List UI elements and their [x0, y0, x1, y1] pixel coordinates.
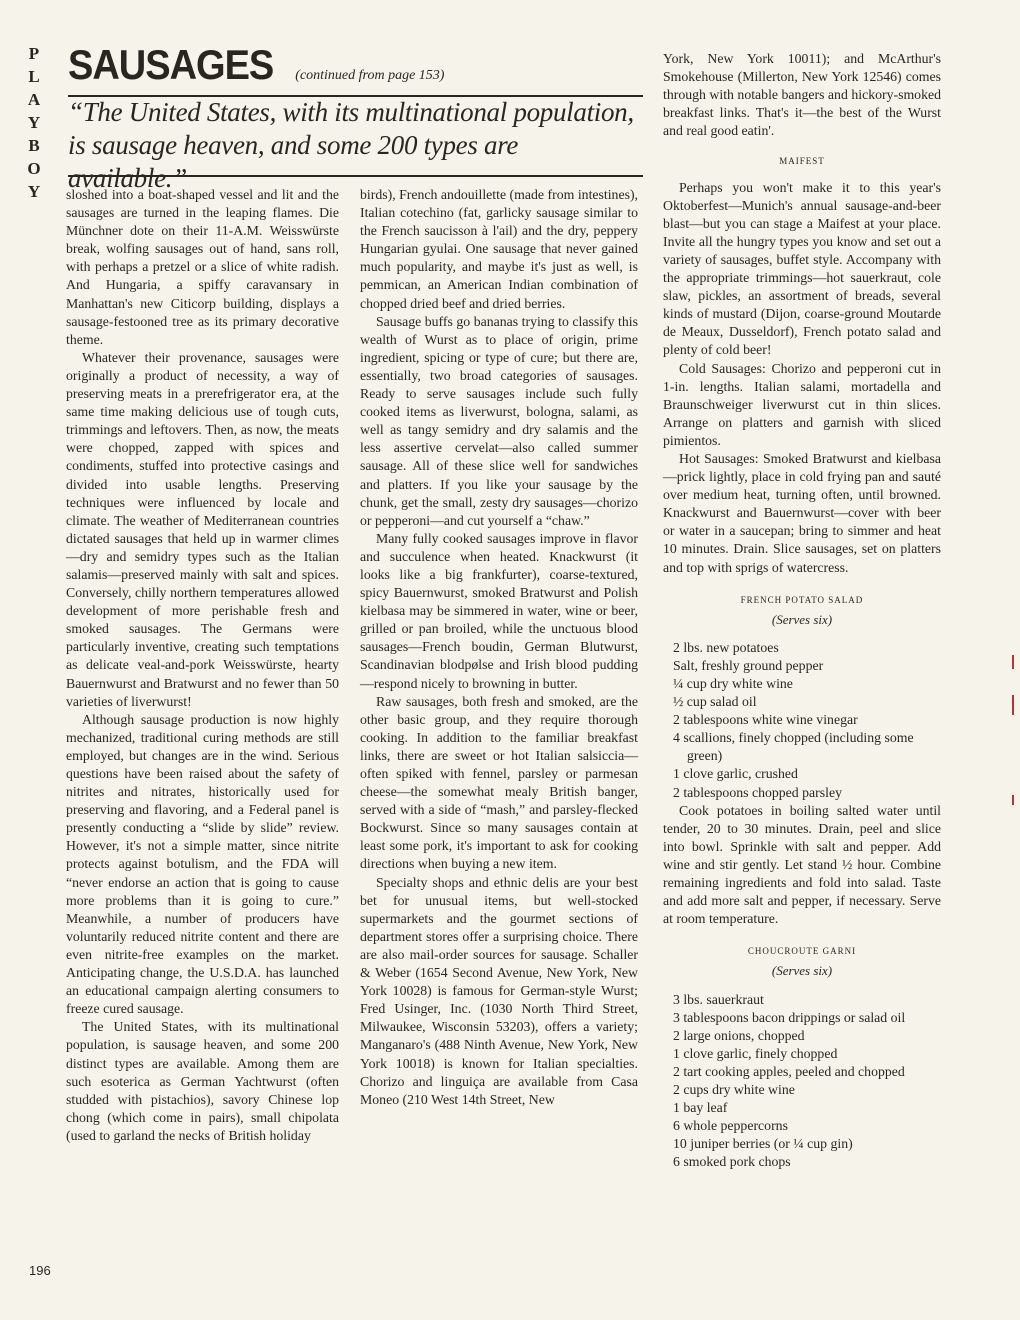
paragraph: Many fully cooked sausages improve in flavor and succulence when heated. Knackwurst (it looks like a big frankfurter), coarse-textured, spicy Bauernwurst, smoked Bratwurst and Polish kielbasa may be simmered in water, wine or beer, grilled or pan broiled, while the unctuous blood sausages—French boudin, German Blutwurst, Scandinavian blodpølse and Irish blood pudding—respond nicely to browning in butter. — [360, 530, 638, 691]
ingredient-item: 1 clove garlic, crushed — [673, 766, 798, 782]
ingredient-item: 2 tart cooking apples, peeled and chopped — [673, 1063, 905, 1079]
recipe-serves: (Serves six) — [771, 611, 833, 627]
ingredient-item: 3 lbs. sauerkraut — [673, 991, 764, 1007]
paragraph: Raw sausages, both fresh and smoked, are the other basic group, and they require thorough cooking. In addition to the familiar breakfast links, there are sweet or hot Italian salsiccia—often spiked with fennel, parsley or parmesan cheese—the somewhat mealy British banger, served with a side of “mash,” and parsley-flecked Bockwurst. Since so many sausages contain at least some pork, it's important to ask for cooking directions when buying a new item. — [360, 693, 638, 872]
ingredient-item: ½ cup salad oil — [673, 694, 757, 710]
ingredient-item: Salt, freshly ground pepper — [673, 657, 824, 673]
page-number: 196 — [29, 1263, 51, 1278]
ingredient-item: 3 tablespoons bacon drippings or salad oil — [673, 1009, 906, 1025]
column-3 — [663, 50, 941, 1171]
ingredient-item: 4 scallions, finely chopped (including some green) — [673, 730, 914, 764]
ingredient-list — [663, 991, 941, 1172]
recipe-title-choucroute-garni: CHOUCROUTE GARNI — [747, 946, 857, 957]
ingredient-item: 2 tablespoons white wine vinegar — [673, 712, 858, 728]
pull-quote-rule — [68, 175, 643, 177]
ingredient-item: 1 bay leaf — [673, 1100, 728, 1116]
recipe-method: Cook potatoes in boiling salted water until tender, 20 to 30 minutes. Drain, peel and slice into bowl. Sprinkle with salt and pepper. Add wine and stir gently. Let stand ½ hour. Combine remaining ingredients and fold into salad. Taste and add more salt and pepper, if necessary. Serve at room temperature. — [663, 802, 941, 927]
ingredient-item: 2 lbs. new potatoes — [673, 639, 779, 655]
ingredient-item: ¼ cup dry white wine — [673, 676, 793, 691]
paragraph: birds), French andouillette (made from intestines), Italian cotechino (fat, garlicky sausage similar to the French saucisson à l'ail) and the dry, peppery Hungarian gyulai. One sausage that never gained much popularity, and maybe it's just as well, is pemmican, an American Indian combination of chopped dried beef and dried berries. — [360, 187, 638, 311]
paragraph: Perhaps you won't make it to this year's Oktoberfest—Munich's annual sausage-and-beer blast—but you can stage a Maifest at your place. Invite all the hungry types you know and set out a variety of sausages, buffet style. Accompany with the appropriate trimmings—hot sauerkraut, cole slaw, pickles, an assortment of breads, several kinds of mustard (Dijon, coarse-ground Moutarde de Meaux, Dusseldorf), French potato salad and plenty of cold beer! — [663, 179, 941, 358]
paragraph: sloshed into a boat-shaped vessel and lit and the sausages are turned in the leaping flames. Die Münchner dote on their 11-A.M. Weisswürste break, wolfing sausages out of hand, sans roll, with perhaps a pretzel or a slice of white radish. And Hungaria, a spiffy caravansary in Manhattan's new Citicorp building, displays a sausage-festooned tree as its primary decorative theme. — [66, 187, 339, 347]
edge-mark — [1012, 795, 1014, 805]
recipe-title-french-potato-salad: FRENCH POTATO SALAD — [740, 594, 864, 605]
ingredient-item: 2 large onions, chopped — [673, 1027, 805, 1043]
ingredient-item: 10 juniper berries (or ¼ cup gin) — [673, 1136, 853, 1152]
paragraph: York, New York 10011); and McArthur's Smokehouse (Millerton, New York 12546) comes through with notable bangers and hickory-smoked breakfast links. That's it—the best of the Wurst and real good eatin'. — [663, 51, 941, 139]
column-2 — [360, 186, 638, 1109]
article-title: SAUSAGES — [68, 42, 274, 90]
paragraph: The United States, with its multinational population, is sausage heaven, and some 200 distinct types are available. Among them are such esoterica as German Yachtwurst (often studded with pistachios), savory Chinese lop chong (which come in pairs), small chipolata (used to garland the necks of British holiday — [66, 1019, 339, 1143]
paragraph: Sausage buffs go bananas trying to classify this wealth of Wurst as to place of origin, prime ingredient, spicing or type of cure; but there are, essentially, two broad categories of sausages. Ready to serve sausages include such fully cooked items as liverwurst, bologna, salami, as well as tangy semidry and dry salamis and the less assertive cervelat—also called summer sausage. All of these slice well for sandwiches and platters. If you like your sausage by the chunk, get the small, zesty dry sausages—chorizo or pepperoni—and cut yourself a “chaw.” — [360, 313, 638, 528]
ingredient-item: 6 smoked pork chops — [673, 1154, 791, 1170]
ingredient-item: 2 tablespoons chopped parsley — [673, 784, 842, 800]
continued-note: (continued from page 153) — [295, 68, 445, 83]
recipe-serves: (Serves six) — [771, 963, 833, 979]
column-1 — [66, 186, 339, 1145]
paragraph: Hot Sausages: Smoked Bratwurst and kielbasa—prick lightly, place in cold frying pan and sauté over medium heat, turning often, until browned. Knackwurst and Bauernwurst—cover with beer or water in a saucepan; bring to simmer and heat 10 minutes. Drain. Slice sausages, set on platters and top with sprigs of watercress. — [663, 450, 941, 575]
ingredient-item: 1 clove garlic, finely chopped — [673, 1045, 838, 1061]
ingredient-item: 6 whole peppercorns — [673, 1118, 788, 1134]
edge-mark — [1012, 695, 1014, 715]
paragraph: Whatever their provenance, sausages were originally a product of necessity, a way of preserving meats in a prerefrigerator era, at the same time making delicious use of tough cuts, trimmings and leftovers. Then, as now, the meats were chopped, zapped with spices and condiments, stuffed into protective casings and divided into usable lengths. Preserving techniques were influenced by locale and climate. The weather of Mediterranean countries dictated sausages that held up in warmer climes—dry and semidry types such as the Italian salamis—preserved mainly with salt and spices. Conversely, chilly northern temperatures allowed development of more perishable fresh and smoked sausages. The Germans were particularly inventive, creating such temptations as delicate veal-and-pork Weisswürste, hearty Bauernwurst and Bratwurst and no fewer than 50 varieties of liverwurst! — [66, 349, 339, 709]
paragraph: Although sausage production is now highly mechanized, traditional curing methods are still employed, but changes are in the wind. Serious questions have been raised about the safety of nitrites and nitrates, historically used for preserving and flavoring, and a Federal panel is presently conducting a “slide by slide” review. However, it's not a simple matter, since nitrite protects against botulism, and the FDA will “never endorse an action that is going to cause more problems than it is going to cure.” Meanwhile, a number of producers have voluntarily reduced nitrite content and there are even nitrite-free examples on the market. Anticipating change, the U.S.D.A. has launched an educational campaign alerting consumers to freeze cured sausage. — [66, 711, 339, 1017]
paragraph: Cold Sausages: Chorizo and pepperoni cut in 1-in. lengths. Italian salami, mortadella and Braunschweiger liverwurst cut in thin slices. Arrange on platters and garnish with sliced pimientos. — [663, 360, 941, 448]
article-header — [68, 42, 643, 90]
ingredient-item: 2 cups dry white wine — [673, 1081, 795, 1097]
edge-mark — [1012, 655, 1014, 669]
magazine-name-vertical: P L A Y B O Y — [27, 44, 41, 201]
paragraph: Specialty shops and ethnic delis are your best bet for unusual items, but well-stocked supermarkets and the gourmet sections of department stores offer a surprising choice. There are also mail-order sources for sausage. Schaller & Weber (1654 Second Avenue, New York, New York 10028) is famous for German-style Wurst; Fred Usinger, Inc. (1030 North Third Street, Milwaukee, Wisconsin 53203), offers a variety; Manganaro's (488 Ninth Avenue, New York, New York 10018) is known for Italian specialties. Chorizo and linguiça are available from Casa Moneo (210 West 14th Street, New — [360, 874, 638, 1107]
pull-quote: “The United States, with its multinational population, is sausage heaven, and some 200 types are available.” — [68, 97, 634, 193]
section-heading-maifest: MAIFEST — [779, 156, 825, 167]
ingredient-list — [663, 639, 941, 802]
